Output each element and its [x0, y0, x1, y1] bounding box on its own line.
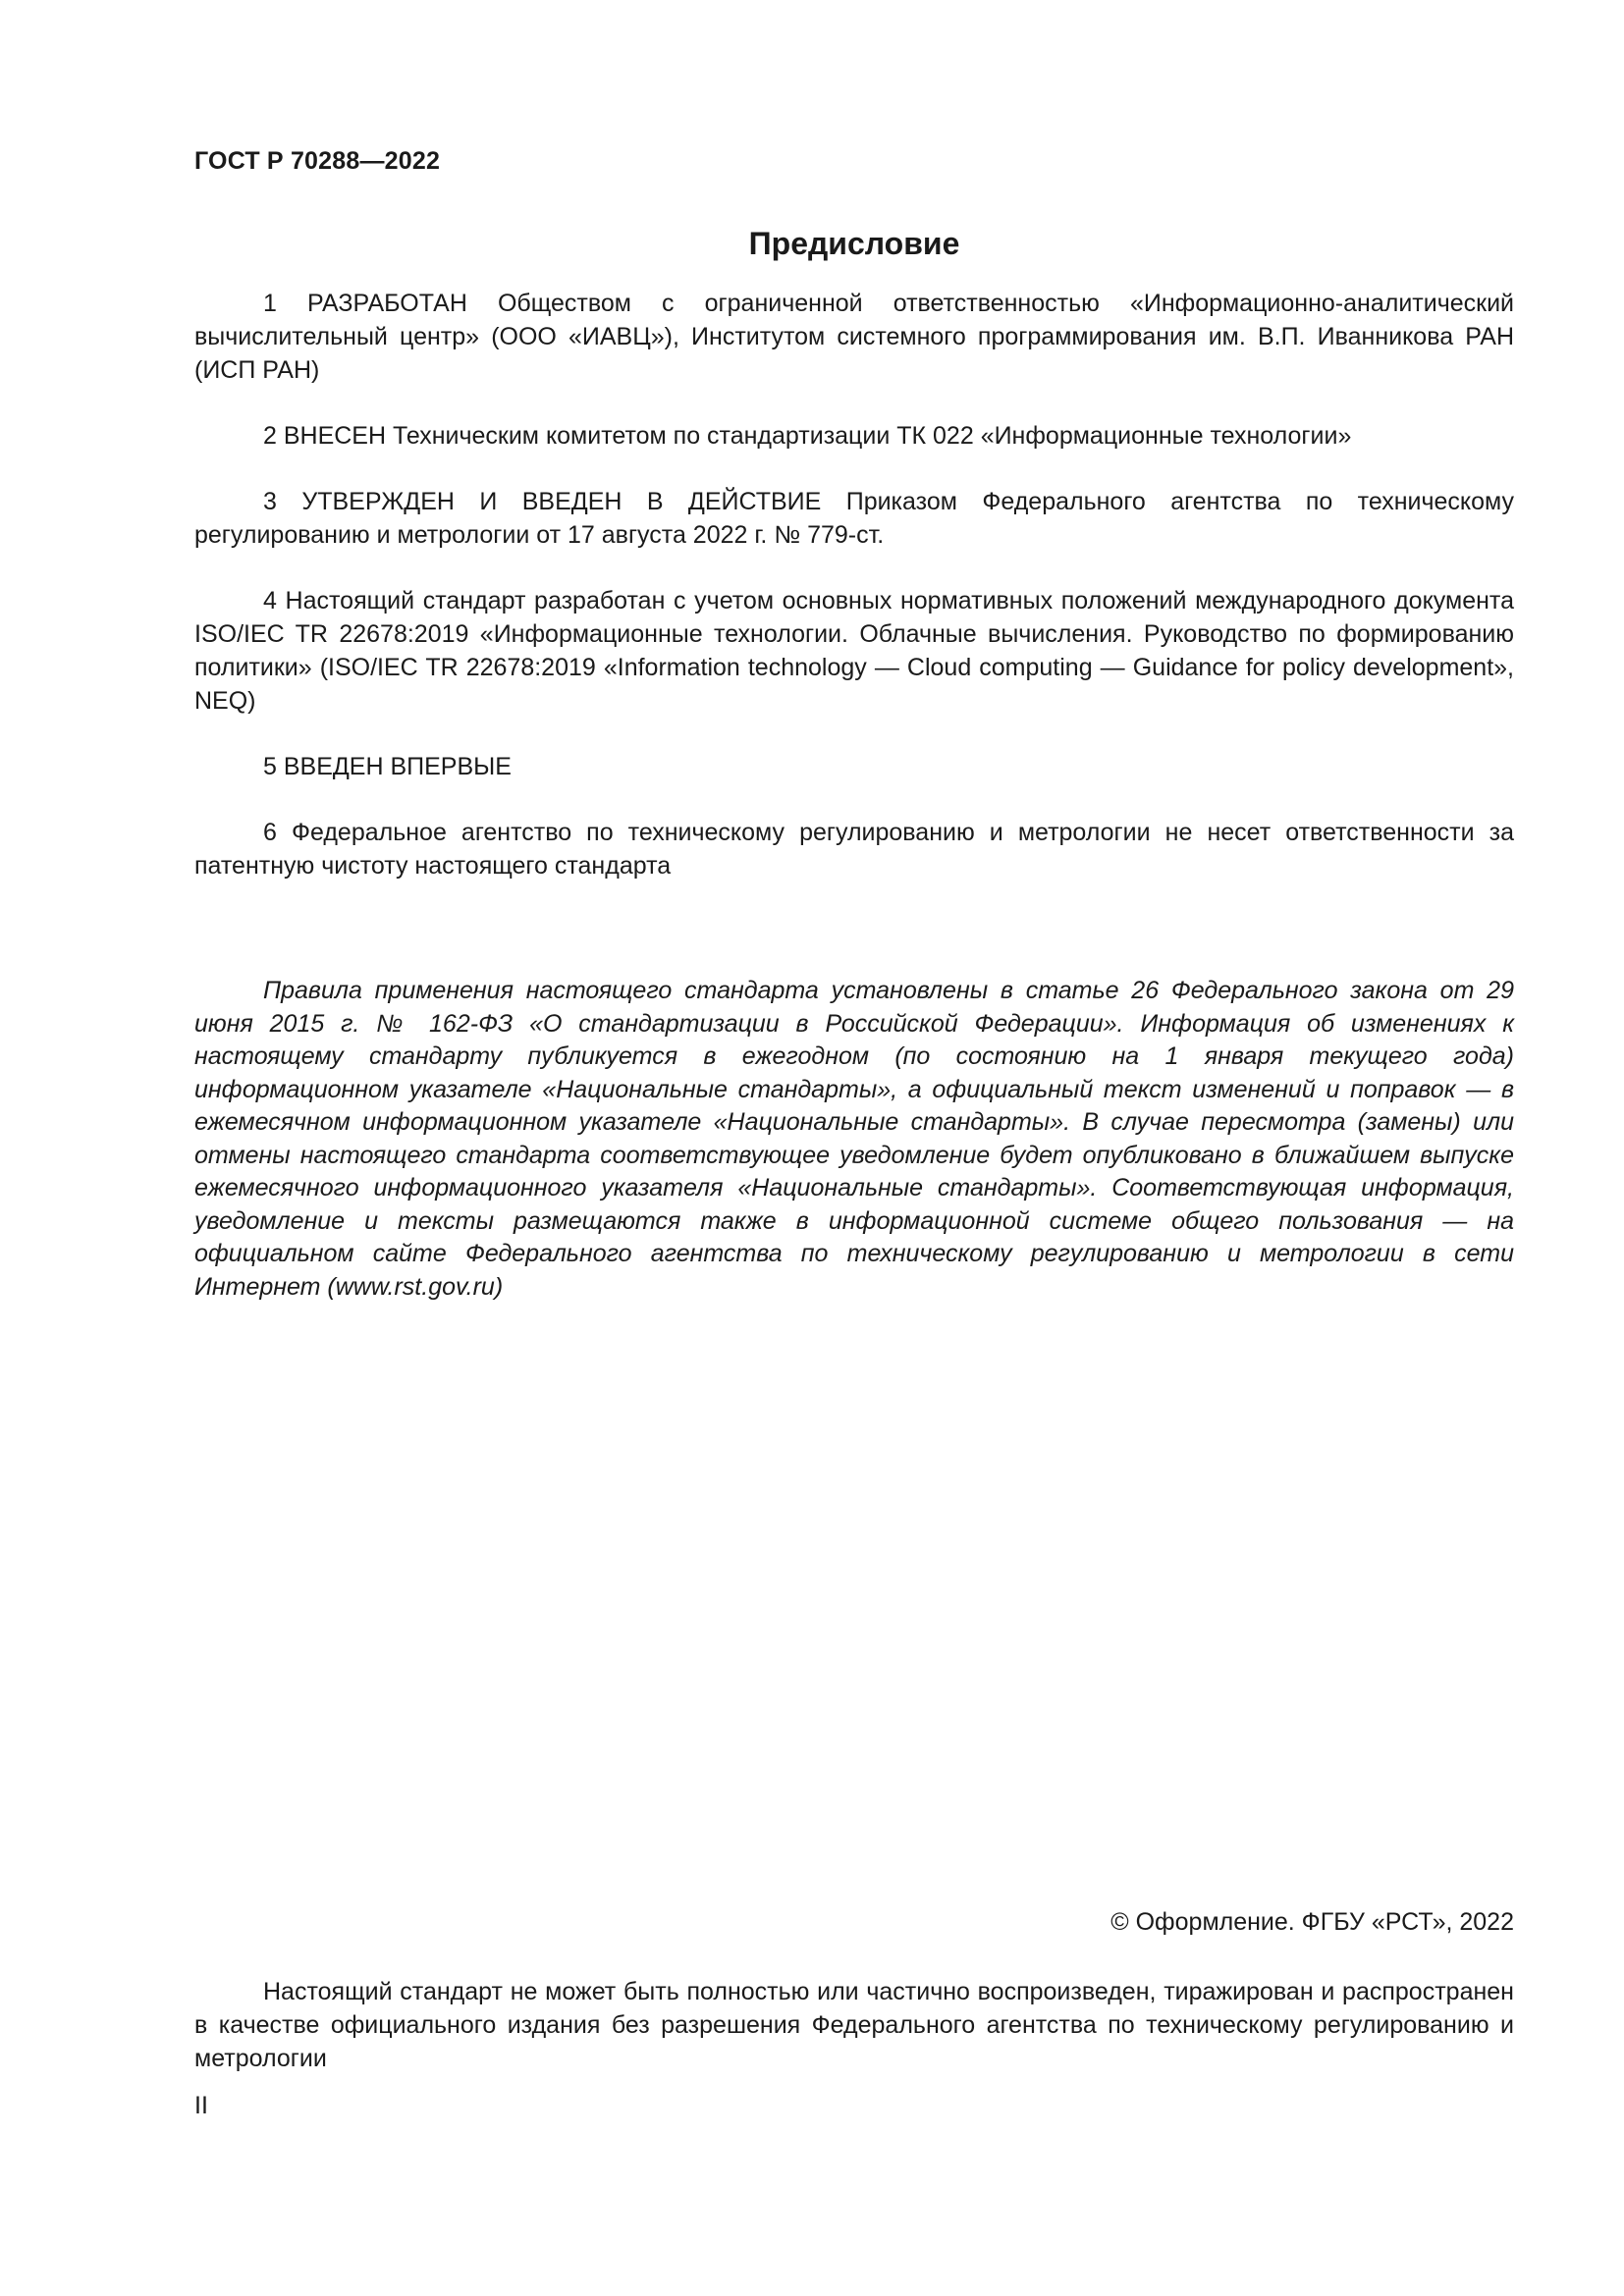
foreword-item-2: 2 ВНЕСЕН Техническим комитетом по стандартизации ТК 022 «Информационные технологии» — [263, 422, 1352, 450]
page-title: Предисловие — [748, 226, 960, 261]
reproduction-notice: Настоящий стандарт не может быть полностью или частично воспроизведен, тиражирован и распространен в качестве официального издания без разрешения Федерального агентства по техническому регулированию и метрологии — [194, 1978, 1514, 2072]
foreword-item-5: 5 ВВЕДЕН ВПЕРВЫЕ — [263, 753, 512, 780]
foreword-items — [194, 287, 1514, 915]
foreword-item-1: 1 РАЗРАБОТАН Обществом с ограниченной ответственностью «Информационно-аналитический вычислительный центр» (ООО «ИАВЦ»), Институтом системного программирования им. В.П. Иванникова РАН (ИСП РАН) — [194, 290, 1514, 384]
copyright-line: © Оформление. ФГБУ «РСТ», 2022 — [1110, 1908, 1514, 1936]
page-number: II — [194, 2092, 208, 2119]
foreword-item-4: 4 Настоящий стандарт разработан с учетом основных нормативных положений международного документа ISO/IEC TR 22678:2019 «Информационные технологии. Облачные вычисления. Руководство по формированию политики» (ISO/IEC TR 22678:2019 «Information technology — Cloud computing — Guidance for policy development», NEQ) — [194, 587, 1514, 715]
foreword-item-6: 6 Федеральное агентство по техническому регулированию и метрологии не несет ответственности за патентную чистоту настоящего стандарта — [194, 819, 1514, 880]
document-code: ГОСТ Р 70288—2022 — [194, 147, 441, 175]
foreword-item-3: 3 УТВЕРЖДЕН И ВВЕДЕН В ДЕЙСТВИЕ Приказом Федерального агентства по техническому регулированию и метрологии от 17 августа 2022 г. № 779-ст. — [194, 488, 1514, 549]
application-rules-notice: Правила применения настоящего стандарта установлены в статье 26 Федерального закона от 29 июня 2015 г. № 162-ФЗ «О стандартизации в Российской Федерации». Информация об изменениях к настоящему стандарту публикуется в ежегодном (по состоянию на 1 января текущего года) информационном указателе «Национальные стандарты», а официальный текст изменений и поправок — в ежемесячном информационном указателе «Национальные стандарты». В случае пересмотра (замены) или отмены настоящего стандарта соответствующее уведомление будет опубликовано в ближайшем выпуске ежемесячного информационного указателя «Национальные стандарты». Соответствующая информация, уведомление и тексты размещаются также в информационной системе общего пользования — на официальном сайте Федерального агентства по техническому регулированию и метрологии в сети Интернет (www.rst.gov.ru) — [194, 977, 1514, 1301]
